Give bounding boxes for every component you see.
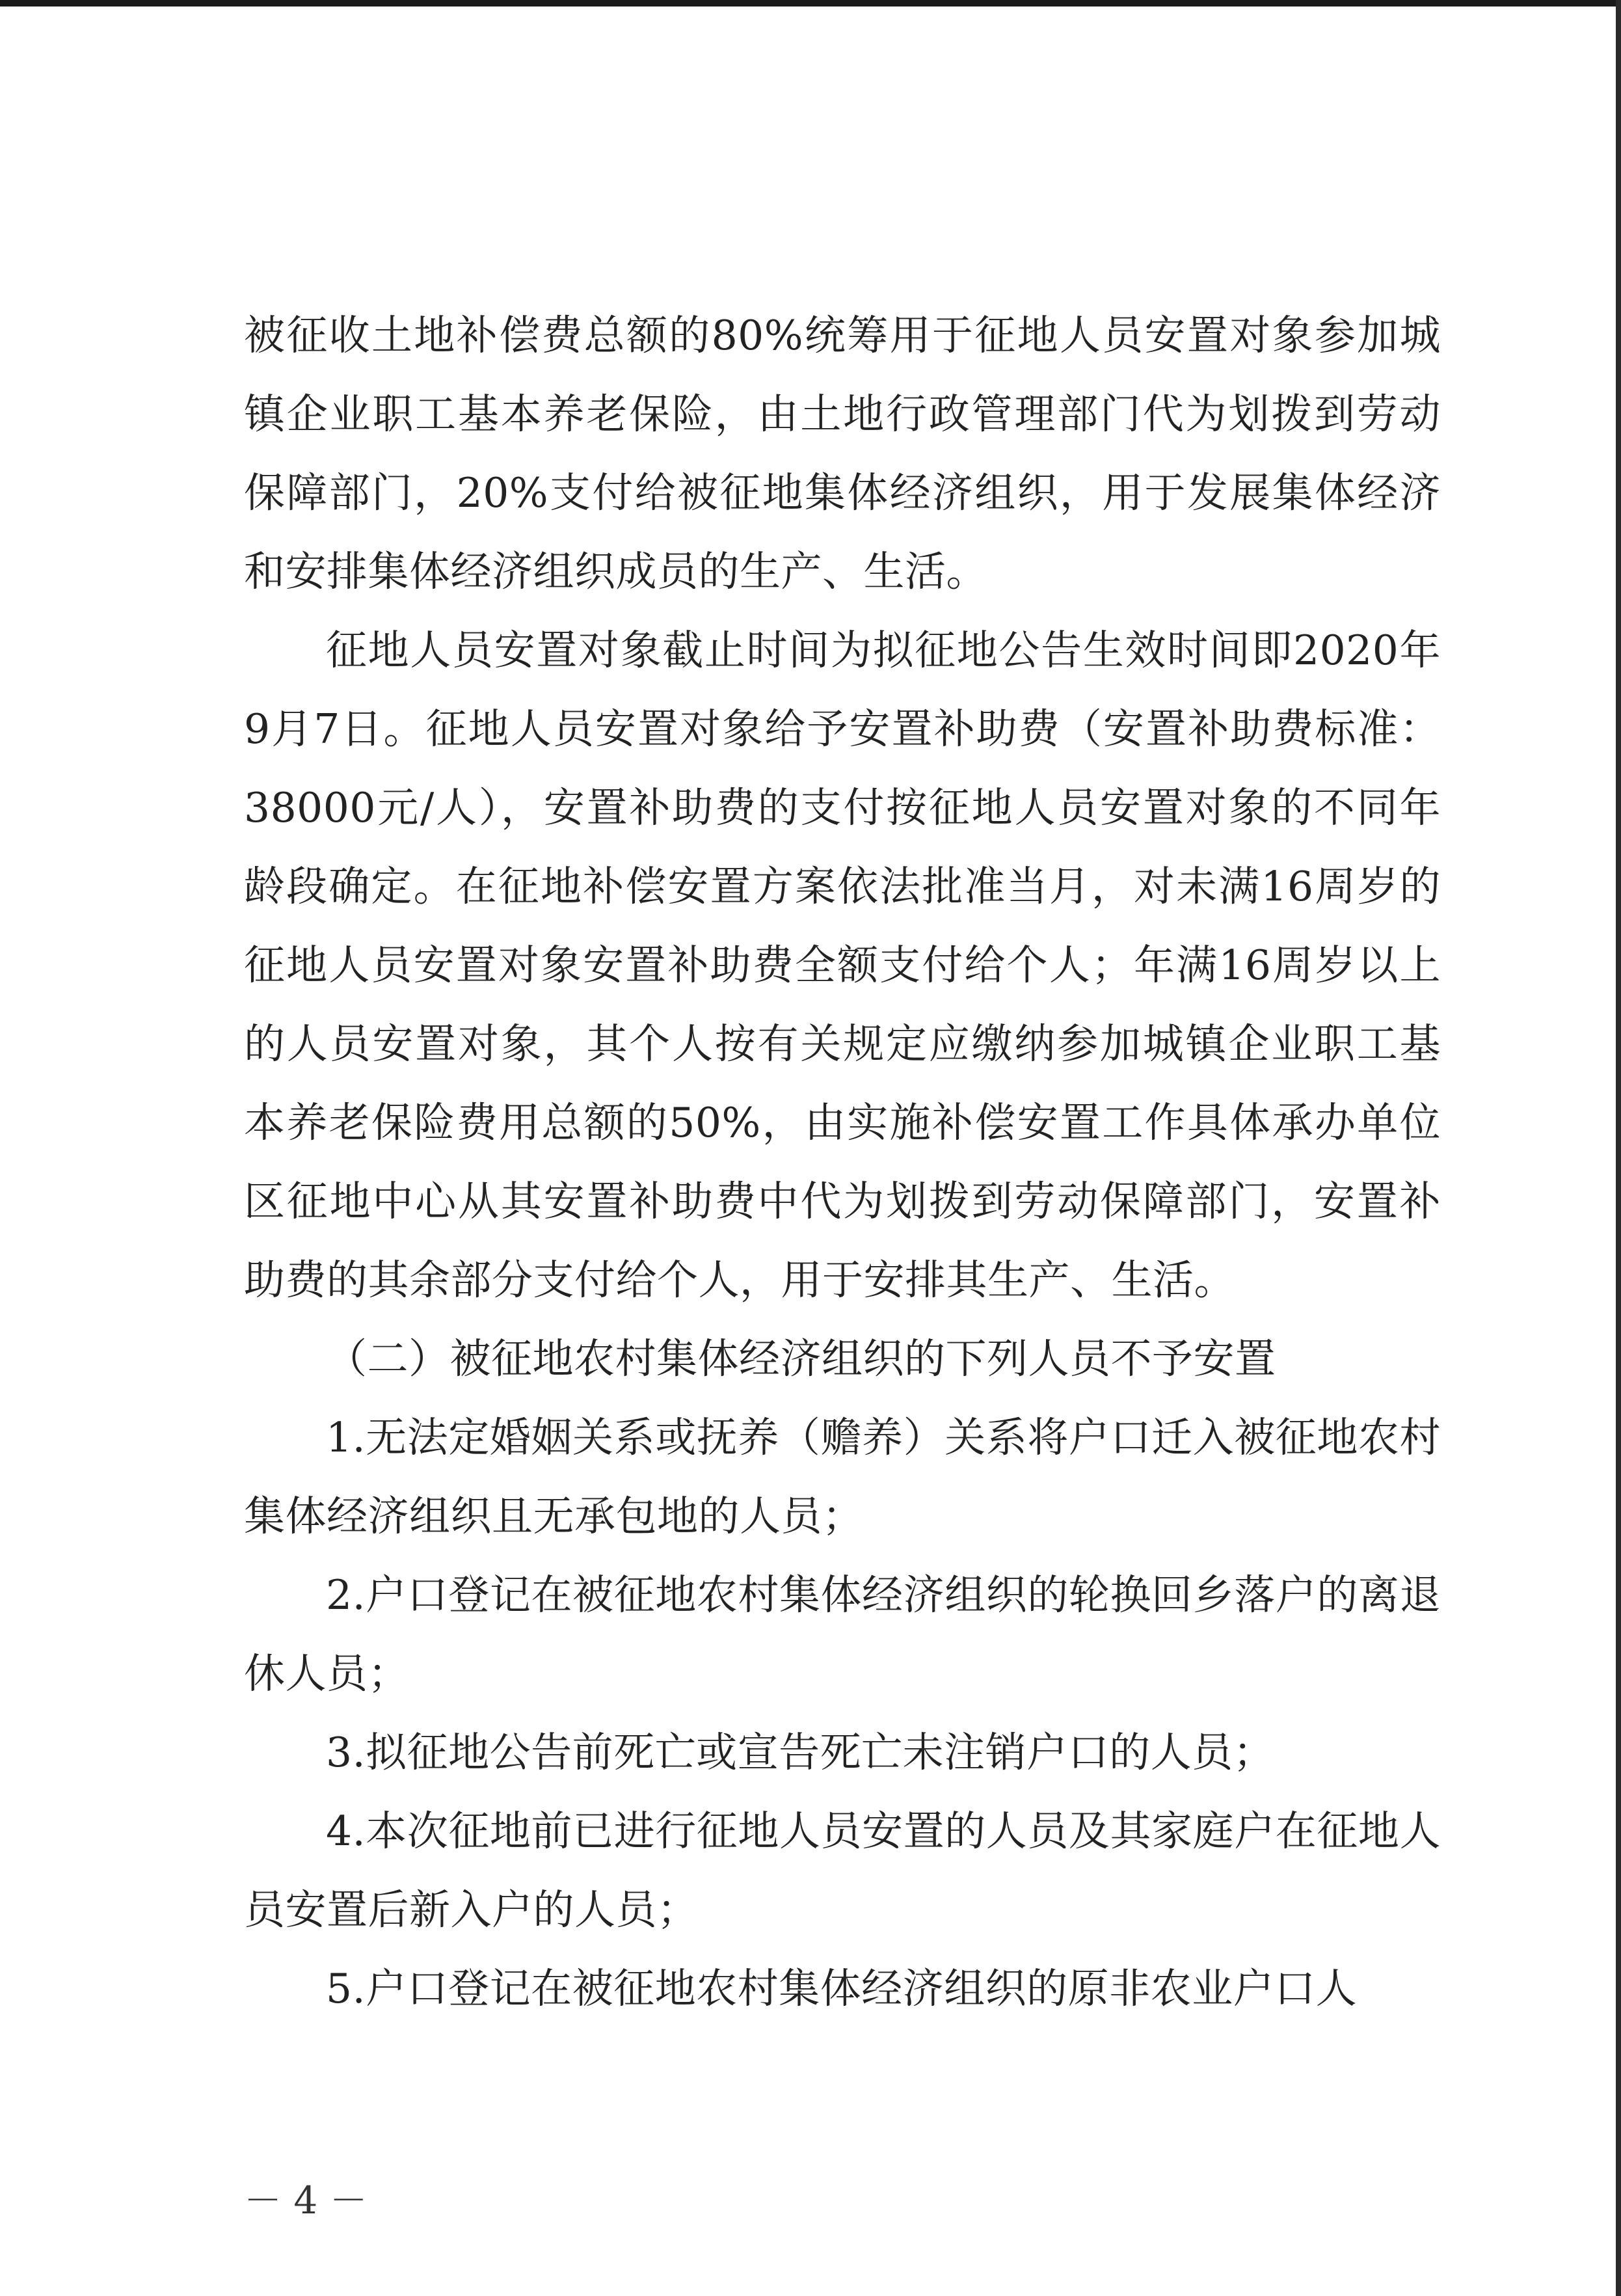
- scan-edge-right: [1616, 0, 1621, 2296]
- list-item-2: 2.户口登记在被征地农村集体经济组织的轮换回乡落户的离退休人员；: [244, 1571, 1441, 1697]
- page-number: － 4 －: [244, 2178, 368, 2222]
- list-item-4: 4.本次征地前已进行征地人员安置的人员及其家庭户在征地人员安置后新入户的人员；: [244, 1807, 1441, 1934]
- paragraph-fund-allocation: 被征收土地补偿费总额的80%统筹用于征地人员安置对象参加城镇企业职工基本养老保险，由土地行政管理部门代为划拨到劳动保障部门，20%支付给被征地集体经济组织，用于发展集体经济和安排集体经济组织成员的生产、生活。: [244, 312, 1441, 595]
- paragraph-resettlement-subsidy: 征地人员安置对象截止时间为拟征地公告生效时间即2020年9月7日。征地人员安置对象给予安置补助费（安置补助费标准：38000元/人），安置补助费的支付按征地人员安置对象的不同年龄段确定。在征地补偿安置方案依法批准当月，对未满16周岁的征地人员安置对象安置补助费全额支付给个人；年满16周岁以上的人员安置对象，其个人按有关规定应缴纳参加城镇企业职工基本养老保险费用总额的50%，由实施补偿安置工作具体承办单位区征地中心从其安置补助费中代为划拨到劳动保障部门，安置补助费的其余部分支付给个人，用于安排其生产、生活。: [244, 627, 1441, 1304]
- list-item-1: 1.无法定婚姻关系或抚养（赡养）关系将户口迁入被征地农村集体经济组织且无承包地的人员；: [244, 1414, 1441, 1540]
- list-item-5: 5.户口登记在被征地农村集体经济组织的原非农业户口人: [326, 1965, 1358, 2012]
- section-heading-excluded-persons: （二）被征地农村集体经济组织的下列人员不予安置: [326, 1335, 1276, 1383]
- document-body: [244, 296, 1441, 2028]
- list-item-3: 3.拟征地公告前死亡或宣告死亡未注销户口的人员；: [326, 1729, 1275, 1776]
- scan-edge-top: [0, 0, 1621, 7]
